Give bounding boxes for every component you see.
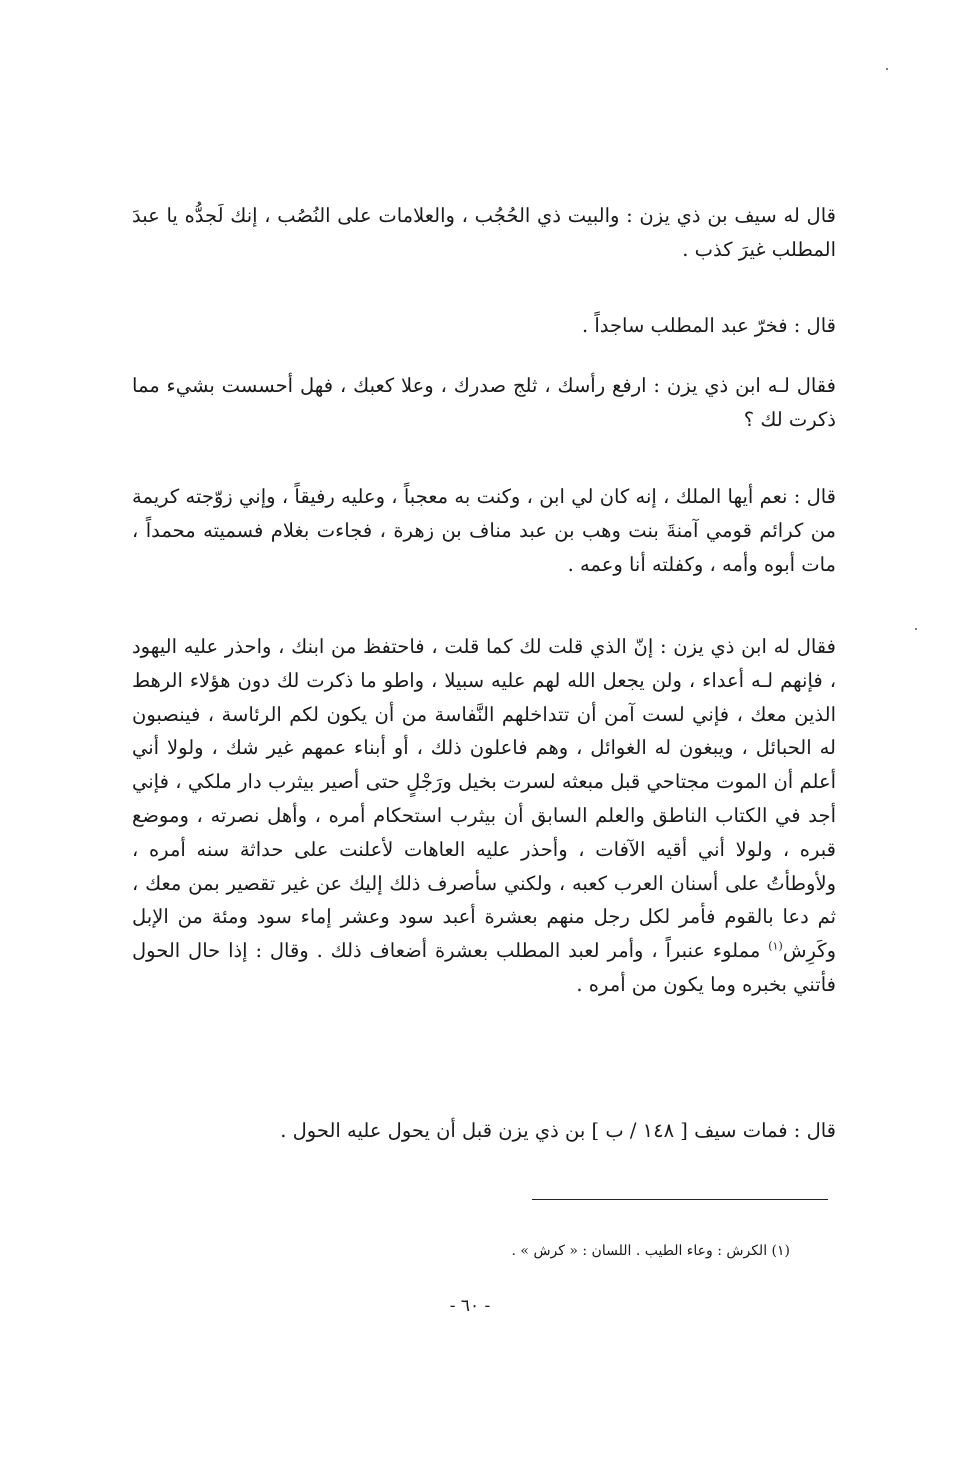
paragraph-5 <box>132 630 836 1002</box>
paragraph-2-text: قال : فخرّ عبد المطلب ساجداً . <box>581 314 836 337</box>
footnote-divider <box>532 1199 828 1200</box>
footnote-reference: (١) <box>768 939 783 953</box>
paragraph-4 <box>132 480 836 581</box>
paragraph-1 <box>132 199 836 267</box>
paragraph-1-text: قال له سيف بن ذي يزن : والبيت ذي الحُجُب ، والعلامات على النُصُب ، إنك لَجدُّه يا عبدَ المطلب غيرَ كذب . <box>132 204 836 261</box>
scan-speck <box>886 68 888 70</box>
paragraph-6 <box>232 1114 836 1148</box>
paragraph-2 <box>132 309 836 343</box>
paragraph-6-text: قال : فمات سيف [ ١٤٨ / ب ] بن ذي يزن قبل أن يحول عليه الحول . <box>280 1119 836 1142</box>
paragraph-3-text: فقال لـه ابن ذي يزن : ارفع رأسك ، ثلج صدرك ، وعلا كعبك ، فهل أحسست بشيء مما ذكرت لك ؟ <box>132 374 836 431</box>
paragraph-5-end: مملوء عنبراً ، وأمر لعبد المطلب بعشرة أضعاف ذلك . وقال : إذا حال الحول فأتني بخبره وما يكون من أمره . <box>132 939 836 996</box>
paragraph-5-text <box>132 630 836 1002</box>
paragraph-3 <box>132 369 836 437</box>
footnote: (١) الكرش : وعاء الطيب . اللسان : « كرش » . <box>511 1243 790 1259</box>
page-number: - ٦٠ - <box>449 1296 491 1316</box>
scan-speck <box>915 628 917 630</box>
paragraph-5-body: فقال له ابن ذي يزن : إنّ الذي قلت لك كما قلت ، فاحتفظ من ابنك ، واحذر عليه اليهود ، فإنهم لـه أعداء ، ولن يجعل الله لهم عليه سبيلا ، واطو ما ذكرت لك دون هؤلاء الرهط الذين معك ، فإني لست آمن أن تتداخلهم النَّفاسة من أن يكون لكم الرئاسة ، فينصبون له الحبائل ، ويبغون له الغوائل ، وهم فاعلون ذلك ، أو أبناء عمهم غير شك ، ولولا أني أعلم أن الموت مجتاحي قبل مبعثه لسرت بخيل ورَجْلٍ حتى أصير بيثرب دار ملكي ، فإني أجد في الكتاب الناطق والعلم السابق أن بيثرب استحكام أمره ، وأهل نصرته ، وموضع قبره ، ولولا أني أقيه الآفات ، وأحذر عليه العاهات لأعلنت على حداثة سنه أمره ، ولأوطأتُ على أسنان العرب كعبه ، ولكني سأصرف ذلك إليك عن غير تقصير بمن معك ، ثم دعا بالقوم فأمر لكل رجل منهم بعشرة أعبد سود وعشر إماء سود ومئة من الإبل وكَرِش <box>132 635 836 963</box>
paragraph-4-text: قال : نعم أيها الملك ، إنه كان لي ابن ، وكنت به معجباً ، وعليه رفيقاً ، وإني زوّجته كريمة من كرائم قومي آمنةَ بنت وهب بن عبد مناف بن زهرة ، فجاءت بغلام فسميته محمداً ، مات أبوه وأمه ، وكفلته أنا وعمه . <box>132 485 836 576</box>
